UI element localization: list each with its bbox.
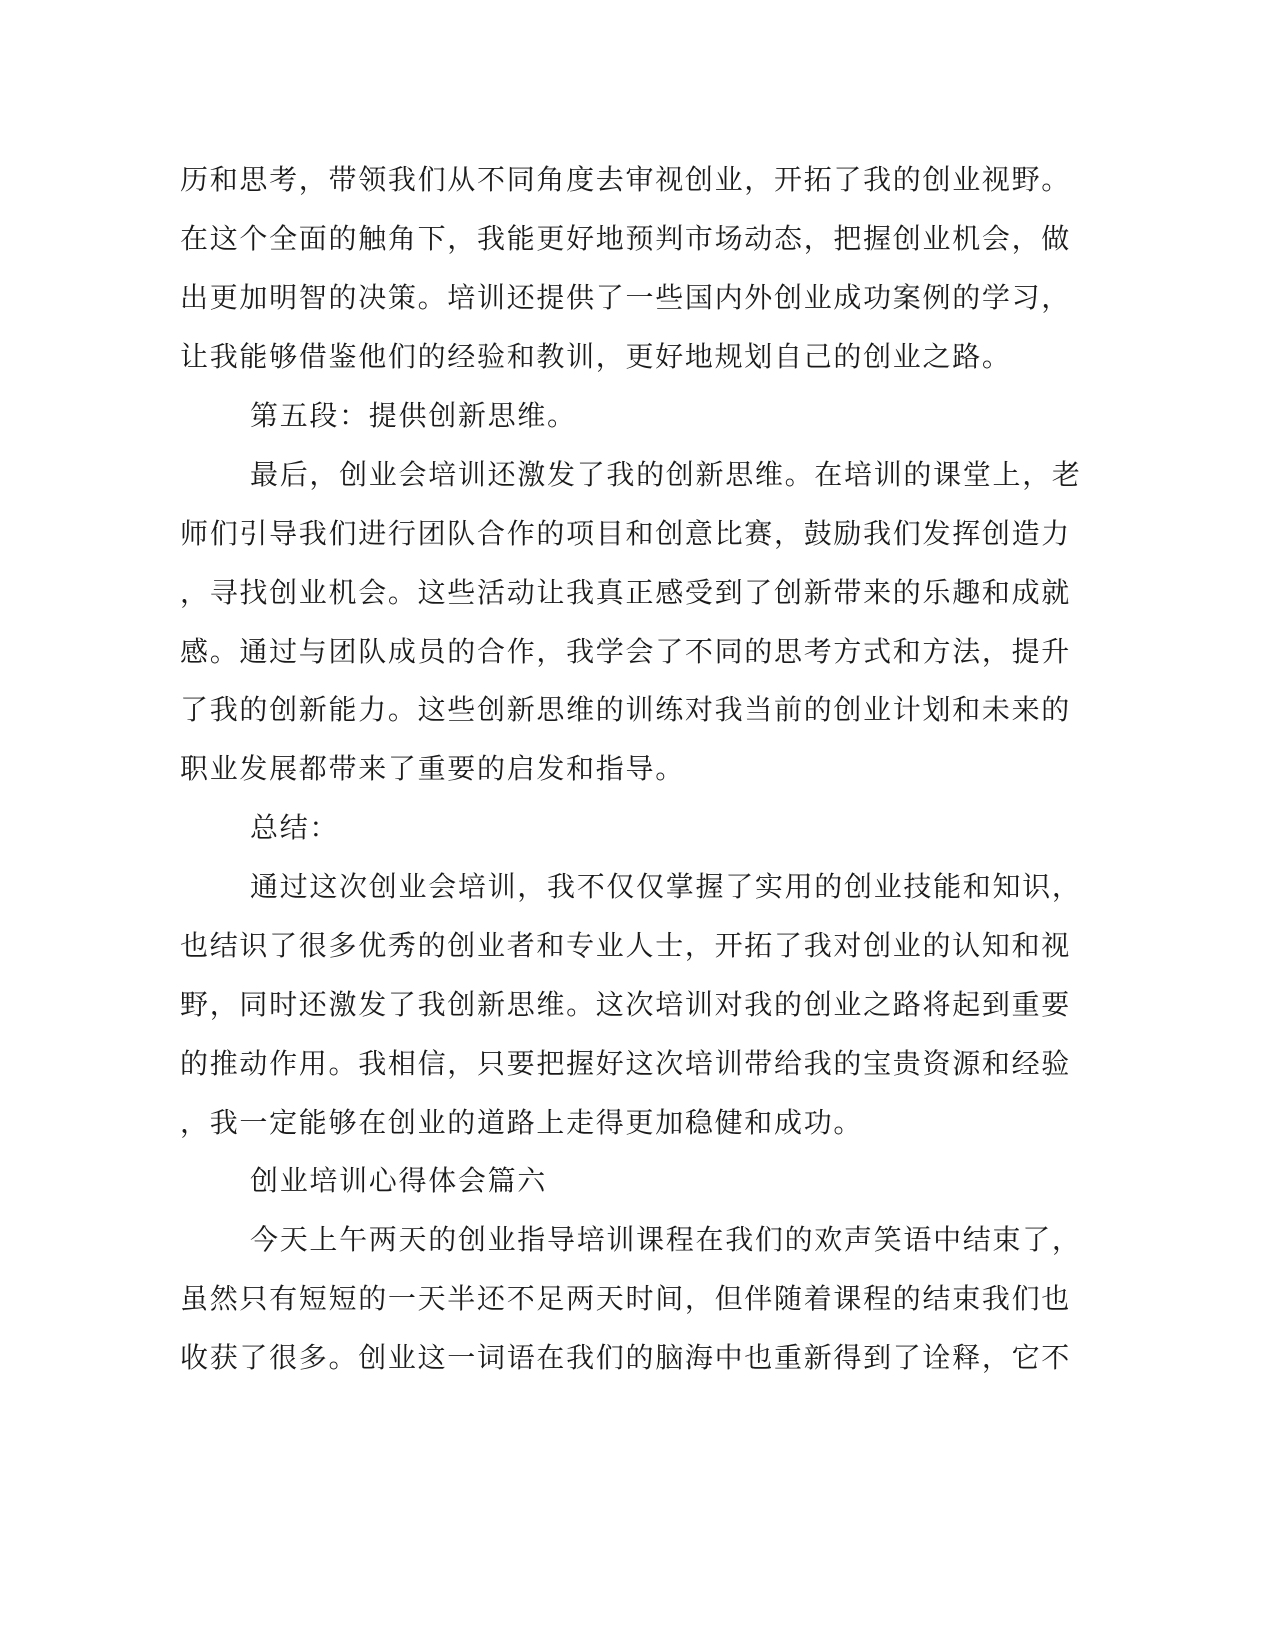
text-line: 野，同时还激发了我创新思维。这次培训对我的创业之路将起到重要 <box>180 988 1072 1021</box>
text-line: 在这个全面的触角下，我能更好地预判市场动态，把握创业机会，做 <box>180 222 1072 255</box>
text-line: 虽然只有短短的一天半还不足两天时间，但伴随着课程的结束我们也 <box>180 1282 1072 1315</box>
text-line: 今天上午两天的创业指导培训课程在我们的欢声笑语中结束了， <box>250 1223 1082 1256</box>
text-line: 最后，创业会培训还激发了我的创新思维。在培训的课堂上，老 <box>250 458 1082 491</box>
text-line: 的推动作用。我相信，只要把握好这次培训带给我的宝贵资源和经验 <box>180 1047 1072 1080</box>
text-line: 收获了很多。创业这一词语在我们的脑海中也重新得到了诠释，它不 <box>180 1341 1072 1374</box>
text-line: 让我能够借鉴他们的经验和教训，更好地规划自己的创业之路。 <box>180 340 1012 373</box>
text-line: 职业发展都带来了重要的启发和指导。 <box>180 752 685 785</box>
text-line: 出更加明智的决策。培训还提供了一些国内外创业成功案例的学习， <box>180 281 1072 314</box>
section-heading: 第五段：提供创新思维。 <box>250 399 577 432</box>
text-line: 历和思考，带领我们从不同角度去审视创业，开拓了我的创业视野。 <box>180 163 1072 196</box>
text-line: 通过这次创业会培训，我不仅仅掌握了实用的创业技能和知识， <box>250 870 1082 903</box>
section-heading: 创业培训心得体会篇六 <box>250 1164 548 1197</box>
text-line: 了我的创新能力。这些创新思维的训练对我当前的创业计划和未来的 <box>180 693 1072 726</box>
text-line: ，我一定能够在创业的道路上走得更加稳健和成功。 <box>180 1106 864 1139</box>
text-line: 也结识了很多优秀的创业者和专业人士，开拓了我对创业的认知和视 <box>180 929 1072 962</box>
section-heading: 总结： <box>250 811 340 844</box>
text-line: 感。通过与团队成员的合作，我学会了不同的思考方式和方法，提升 <box>180 635 1072 668</box>
text-line: 师们引导我们进行团队合作的项目和创意比赛，鼓励我们发挥创造力 <box>180 517 1072 550</box>
text-line: ，寻找创业机会。这些活动让我真正感受到了创新带来的乐趣和成就 <box>180 576 1072 609</box>
